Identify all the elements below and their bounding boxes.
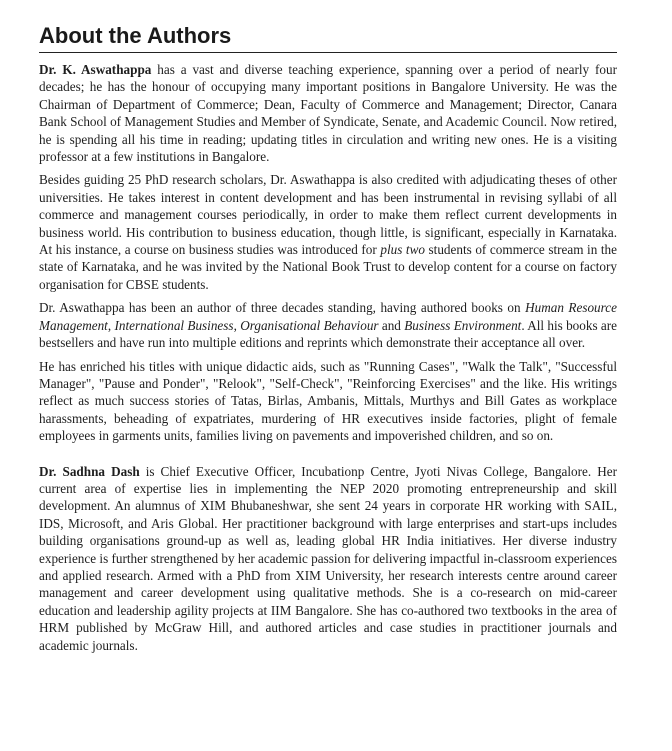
author1-bio-paragraph-4 — [39, 358, 617, 445]
book-title-hrm: Human Resource Management — [39, 300, 617, 333]
separator: , — [107, 317, 115, 333]
author1-bio-paragraph-2 — [39, 171, 617, 293]
author2-bio-text: is Chief Executive Officer, Incubationp Centre, Jyoti Nivas College, Bangalore. Her current area of expertise lies in implementing the NEP 2020 promoting entrepreneurship and skill development. An alumnus of XIM Bhubaneshwar, she sent 24 years in corporate HR working with SAIL, IDS, Microsoft, and Aris Global. Her practitioner background with large enterprises and start-ups includes building organisations ground-up as well as, leading global HR India initiatives. Her diverse industry experience is further strengthened by her academic passion for delivering impactful in-classroom experiences and applied research. Armed with a PhD from XIM University, her research interests centre around career management and career development using qualitative methods. She is a co-research on mid-career education and leadership agility projects at IIM Bangalore. She has co-authored two textbooks in the area of HRM published by McGraw Hill, and authored articles and case studies in practitioner journals and academic journals. — [39, 463, 618, 653]
author1-bio-text-2a: Besides guiding 25 PhD research scholars, Dr. Aswathappa is also credited with adjudicating theses of other universities. He takes interest in content development and has been instrumental in revising syllabi of all commerce and management courses periodically, in order to make them reflect current developments in business world. His contribution to business education, though little, is significant, especially in Karnataka. At his instance, a course on business studies was introduced for — [39, 172, 617, 258]
author1-italic-plus-two: plus two — [380, 242, 425, 258]
separator: , — [233, 317, 241, 333]
author1-bio-text-1: has a vast and diverse teaching experience, spanning over a period of nearly four decades; he has the honour of occupying many important positions in Bangalore University. He was the Chairman of Department of Commerce; Dean, Faculty of Commerce and Management; Director, Canara Bank School of Management Studies and Member of Syndicate, Senate, and Academic Council. Now retired, he is spending all his time in reading; updating titles in circulation and writing new ones. He is a visiting professor at a few institutions in Bangalore. — [39, 62, 617, 165]
conjunction: and — [378, 317, 405, 333]
author1-bio-text-3b: . All his books are bestsellers and have run into multiple editions and reprints which demonstrate their acceptance all over. — [39, 317, 618, 351]
author1-bio-paragraph-1 — [39, 61, 617, 165]
book-title-business-environment: Business Environment — [404, 317, 522, 333]
page-title: About the Authors — [39, 23, 232, 48]
author1-bio-paragraph-3 — [39, 299, 617, 351]
book-title-international-business: International Business — [114, 317, 234, 333]
about-authors-page — [39, 22, 617, 660]
author1-name: Dr. K. Aswathappa — [39, 62, 152, 77]
book-title-organisational-behaviour: Organisational Behaviour — [240, 317, 379, 333]
title-underline — [39, 52, 617, 53]
author1-bio-text-4: He has enriched his titles with unique didactic aids, such as "Running Cases", "Walk the Talk", "Successful Manager", "Pause and Ponder", "Relook", "Self-Check", "Reinforcing Exercises" and the like. His writings reflect as much success stories of Tatas, Birlas, Ambanis, Mittals, Murthys and Bill Gates as workplace harassments, beheading of expatriates, murdering of HR executives inside factories, plight of female employees in garments units, families living on pavements and impoverished children, and so on. — [39, 358, 617, 444]
author2-name: Dr. Sadhna Dash — [39, 463, 140, 479]
author1-bio-text-2b: students of commerce stream in the state of Karnataka, and he was invited by the National Book Trust to develop content for a course on factory organisation for CBSE students. — [39, 242, 617, 292]
author1-bio-text-3a: Dr. Aswathappa has been an author of three decades standing, having authored books on — [39, 300, 526, 316]
author2-bio-paragraph — [39, 463, 617, 654]
